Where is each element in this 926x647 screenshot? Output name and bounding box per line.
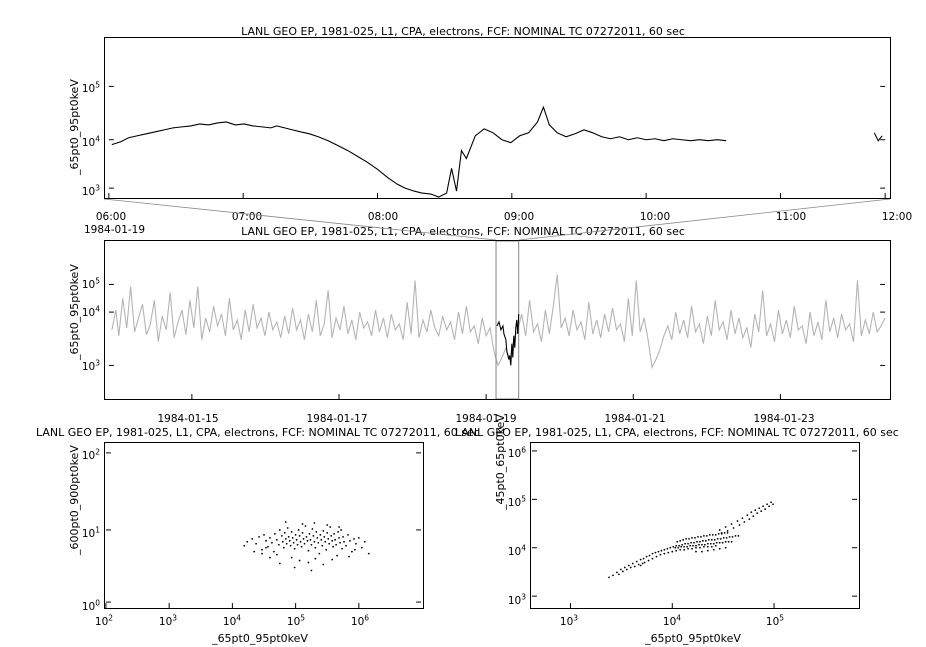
xtick-zoom-6: 12:00 xyxy=(881,211,913,223)
xtick-zoom-0: 06:00 xyxy=(95,211,127,223)
xtick-context-3: 1984-01-21 xyxy=(604,413,666,425)
context-trace xyxy=(112,275,885,368)
plot-area-zoom[interactable] xyxy=(104,37,891,199)
xtick-zoom-1: 07:00 xyxy=(231,211,263,223)
zoom-connector xyxy=(104,199,891,240)
ytick-sr-1: $10^4$ xyxy=(507,543,526,558)
zoom-trace xyxy=(112,107,726,197)
xtick-sl-4: $10^6$ xyxy=(350,613,370,628)
plot-area-context[interactable] xyxy=(104,240,891,400)
ytick-zoom-2: $10^5$ xyxy=(81,80,100,95)
context-highlight-trace xyxy=(497,314,519,365)
ytick-sl-1: $10^1$ xyxy=(81,525,100,540)
xtick-zoom-4: 10:00 xyxy=(639,211,671,223)
xlabel-scatter-left: _65pt0_95pt0keV xyxy=(212,632,308,645)
ylabel-context: _65pt0_95pt0keV xyxy=(68,264,81,360)
scatter-left-points xyxy=(243,521,369,571)
xtick-sr-1: $10^4$ xyxy=(662,613,682,628)
xtick-context-2: 1984-01-19 xyxy=(455,413,517,425)
ylabel-zoom: _65pt0_95pt0keV xyxy=(68,79,81,175)
panel-title-scatter-right: LANL GEO EP, 1981-025, L1, CPA, electrons, FCF: NOMINAL TC 07272011, 60 sec xyxy=(455,426,899,439)
xtick-sr-0: $10^3$ xyxy=(559,613,579,628)
xtick-context-1: 1984-01-17 xyxy=(306,413,368,425)
xtick-zoom-3: 09:00 xyxy=(503,211,535,223)
ytick-sl-2: $10^2$ xyxy=(81,447,100,462)
ytick-context-1: $10^4$ xyxy=(81,304,100,319)
xtick-sl-2: $10^4$ xyxy=(222,613,242,628)
ytick-zoom-0: $10^3$ xyxy=(81,183,100,198)
xlabel-date-zoom: 1984-01-19 xyxy=(84,224,146,236)
ytick-sr-0: $10^3$ xyxy=(507,592,526,607)
xtick-sl-3: $10^5$ xyxy=(286,613,306,628)
panel-title-scatter-left: LANL GEO EP, 1981-025, L1, CPA, electrons, FCF: NOMINAL TC 07272011, 60 sec xyxy=(36,426,480,439)
scatter-right-points xyxy=(608,501,774,578)
ytick-zoom-1: $10^4$ xyxy=(81,134,100,149)
panel-title-context: LANL GEO EP, 1981-025, L1, CPA, electrons, FCF: NOMINAL TC 07272011, 60 sec xyxy=(241,225,685,238)
ytick-sl-0: $10^0$ xyxy=(81,598,100,613)
xlabel-scatter-right: _65pt0_95pt0keV xyxy=(645,632,741,645)
ytick-context-0: $10^3$ xyxy=(81,358,100,373)
xtick-zoom-2: 08:00 xyxy=(367,211,399,223)
xtick-zoom-5: 11:00 xyxy=(775,211,807,223)
ylabel-scatter-left: _600pt0_900pt0keV xyxy=(68,445,81,555)
xtick-sl-1: $10^3$ xyxy=(158,613,178,628)
ytick-sr-2: $10^5$ xyxy=(507,494,526,509)
plot-area-scatter-left[interactable] xyxy=(104,442,424,609)
xtick-sl-0: $10^2$ xyxy=(94,613,114,628)
xtick-context-4: 1984-01-23 xyxy=(753,413,815,425)
xtick-context-0: 1984-01-15 xyxy=(157,413,219,425)
zoom-window-box[interactable] xyxy=(496,241,519,399)
panel-title-zoom: LANL GEO EP, 1981-025, L1, CPA, electrons, FCF: NOMINAL TC 07272011, 60 sec xyxy=(241,25,685,38)
ylabel-scatter-right: _45pt0_65pt0keV xyxy=(494,414,507,510)
ytick-sr-3: $10^6$ xyxy=(507,445,526,460)
plot-area-scatter-right[interactable] xyxy=(530,442,860,609)
xtick-sr-2: $10^5$ xyxy=(765,613,785,628)
ytick-context-2: $10^5$ xyxy=(81,276,100,291)
